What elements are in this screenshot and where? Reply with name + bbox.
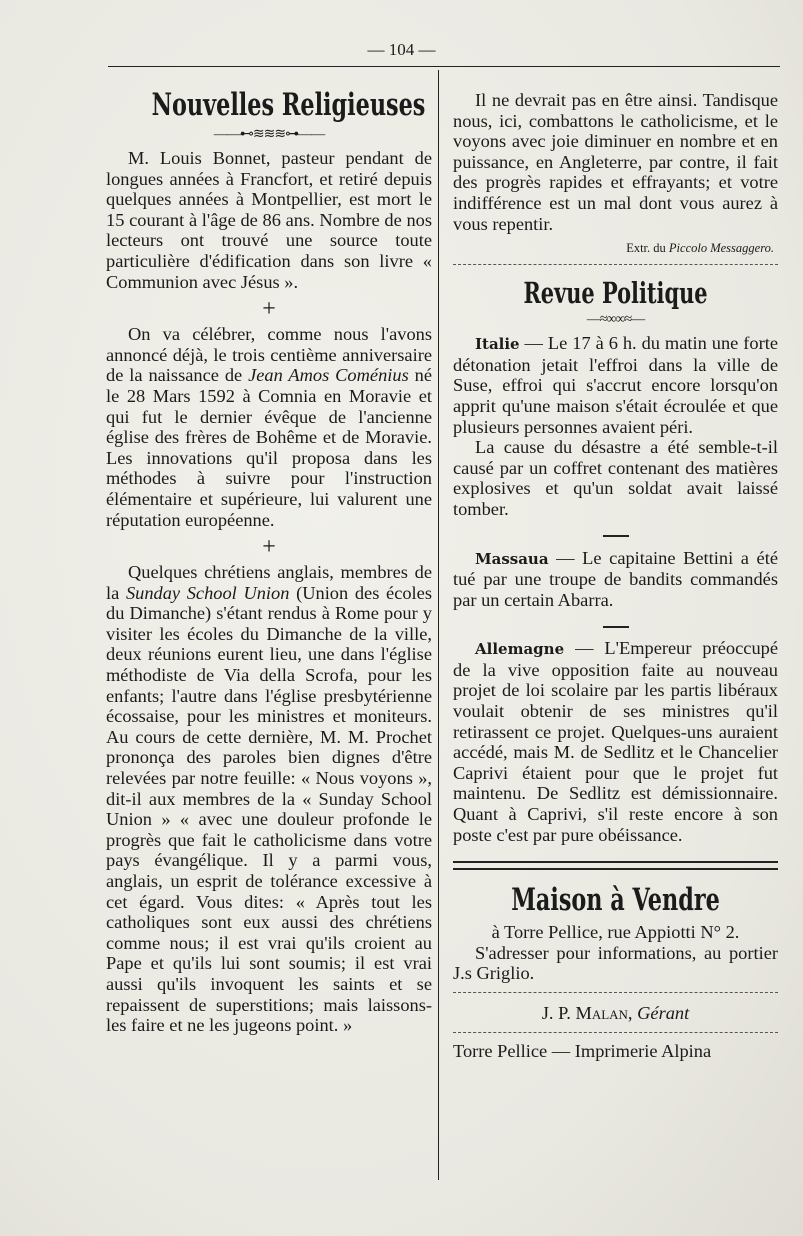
comenius-paragraph [106,324,432,530]
politics-title: Revue Politique [523,276,708,311]
house-for-sale-title: Maison à Vendre [511,882,720,919]
massaua-paragraph [453,548,778,611]
manager-credit [453,1003,778,1024]
source-credit [453,240,774,256]
allemagne-text: — L'Empereur préoccupé de la vive opposition faite au nouveau projet de loi scolaire par les partis libéraux voulait obtenir de ses ministres qu'il retirassent ce projet. Quelques-uns auraient accédé, mais M. de Sedlitz et le Chancelier Caprivi étaient pour que le projet fut maintenu. De Sedlitz est démissionnaire. Quant à Caprivi, s'il reste encore à son poste c'est par pure obéissance. [453,638,778,845]
allemagne-paragraph [453,638,778,845]
italie-text: — Le 17 à 6 h. du matin une forte détonation jetait l'effroi dans la ville de Suse, effroi qui s'accrut encore lorsqu'on apprit qu'une maison s'était écroulée et que plusieurs personnes avaient péri. [453,333,778,437]
italie-label: Italie [475,335,520,354]
comenius-text-b: né le 28 Mars 1592 à Comnia en Moravie et qui fut le dernier évêque de l'ancienne église des frères de Bohême et de Moravie. Les innovations qu'il proposa dans les méthodes à suivre pour l'instruction élémentaire et supérieure, lui valurent une réputation européenne. [106,365,433,530]
manager-name: J. P. Malan, [541,1003,633,1023]
religious-news-title: Nouvelles Religieuses [151,87,426,123]
wavy-divider [453,264,778,265]
comenius-name: Jean Amos Coménius [248,365,409,386]
sunday-school-name: Sunday School Union [125,582,290,603]
sunday-school-text-b: (Union des écoles du Dimanche) s'étant rendus à Rome pour y visiter les écoles du Dimanche de la ville, deux réunions eurent lieu, une dans l'église méthodiste de Via della Scrofa, pour les enfants; l'autre dans l'église presbytérienne écossaise, pour les ministres et moniteurs. Au cours de cette dernière, M. M. Prochet prononça des paroles bien dignes d'être relevées par notre feuille: « Nous voyons », dit-il aux membres de la « Sunday School Union » « avec une douleur profonde le progrès que fait le catholicisme dans votre pays évangélique. Il y a parmi vous, anglais, un esprit de tolérance excessive à cet égard. Vous dites: « Après tout les catholiques sont eux aussi des chrétiens comme nous; il est vrai qu'ils croient au Pape et qu'ils lui sont soumis; il est vrai aussi qu'ils invoquent les saints et se repaissent de superstitions; mais laissons-les faire et ne les jugeons point. » [106,582,432,1036]
short-dash-separator [453,530,778,540]
separator-cross: + [262,534,276,561]
wavy-divider [453,992,778,993]
massaua-text: — Le capitaine Bettini a été tué par une troupe de bandits commandés par un certain Abarra. [453,547,778,610]
politics-ornament: —≈∞∞≈— [586,312,645,328]
sale-address: à Torre Pellice, rue Appiotti N° 2. [491,922,740,943]
printer-line: Torre Pellice — Imprimerie Alpina [453,1040,712,1061]
sunday-school-text-a: Quelques chrétiens anglais, membres de la [106,562,432,603]
manager-role: Gérant [637,1003,690,1023]
right-column [453,90,778,1061]
allemagne-label: Allemagne [475,640,565,659]
italie-paragraph [453,333,778,437]
double-rule-divider [453,861,778,870]
massaua-label: Massaua [475,549,549,568]
italie-paragraph-2: La cause du désastre a été semble-t-il causé par un coffret contenant des matières explosives et qu'un soldat avait laissé tomber. [453,437,778,519]
title-ornament: ——⊷≋≋≋⊶—— [213,127,325,142]
bonnet-paragraph: M. Louis Bonnet, pasteur pendant de longues années à Francfort, et retiré depuis quelques années à Montpellier, est mort le 15 courant à l'âge de 86 ans. Nombre de nos lecteurs ont trouvé une source toute particulière d'édification dans son livre « Communion avec Jésus ». [106,148,432,292]
comenius-text-a: On va célébrer, comme nous l'avons annoncé déjà, le trois centième anniversaire de la naissance de [106,324,432,386]
short-dash-separator [453,620,778,630]
column-divider [438,70,439,1180]
source-prefix: Extr. du [626,241,669,256]
sale-contact: S'adresser pour informations, au portier J.s Griglio. [453,942,778,984]
header-rule [108,66,780,67]
sunday-school-paragraph [106,562,432,1036]
source-name: Piccolo Messaggero. [668,241,774,256]
left-column [106,86,432,1036]
separator-cross: + [262,296,276,323]
continuation-paragraph: Il ne devrait pas en être ainsi. Tandisque nous, ici, combattons le catholicisme, et le voyons avec joie diminuer en nombre et en puissance, en Angleterre, par contre, il fait des progrès rapides et effrayants; et votre indifférence est un mal dont vous aurez à vous repentir. [453,90,778,234]
page-number: — 104 — [367,40,436,59]
wavy-divider [453,1032,778,1033]
